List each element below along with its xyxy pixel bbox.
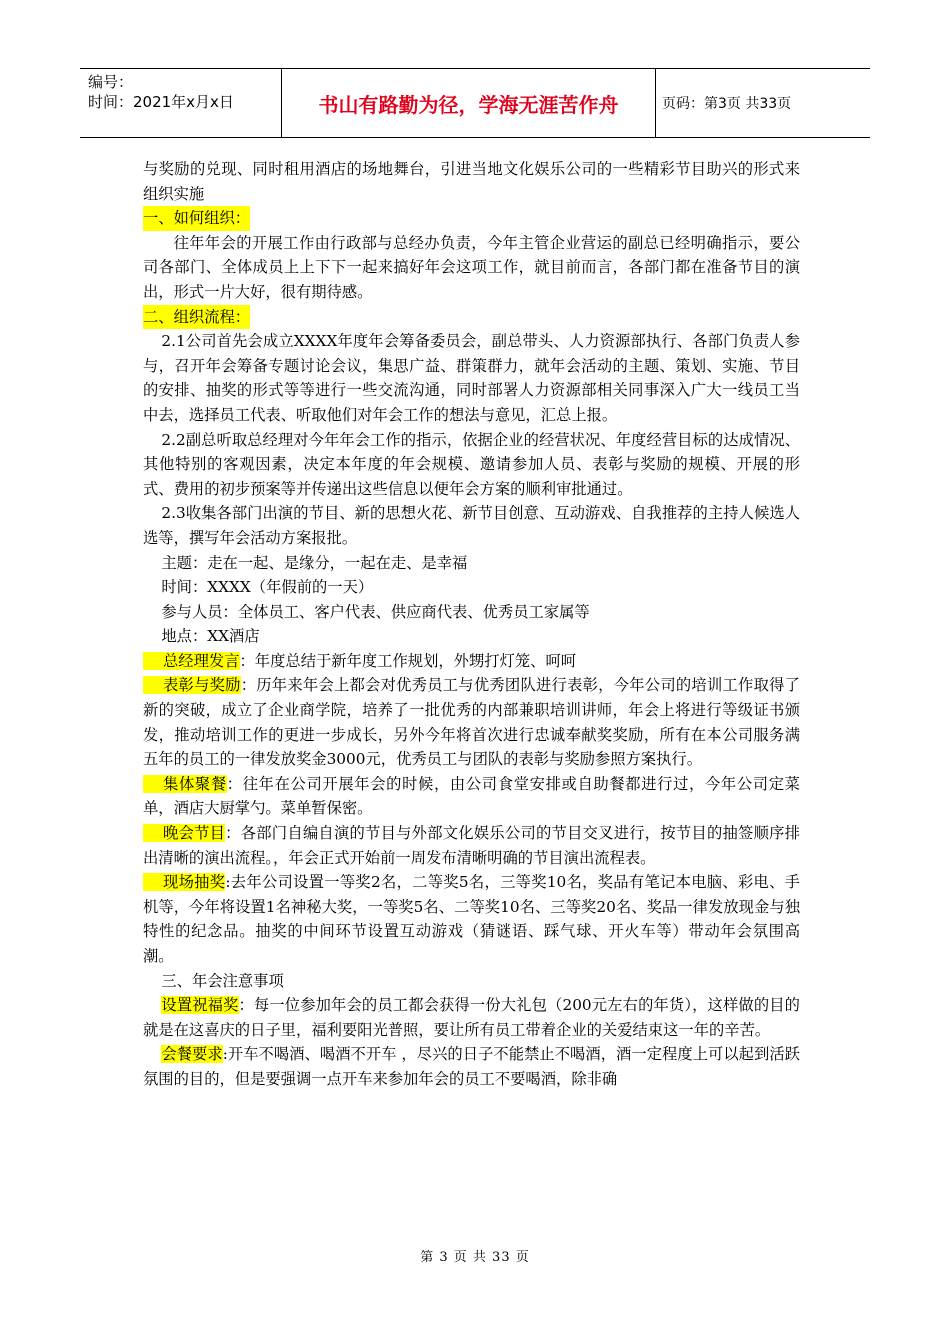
item-speech: 总经理发言：年度总结于新年度工作规划，外甥打灯笼、呵呵	[143, 649, 800, 674]
item-lottery: 现场抽奖:去年公司设置一等奖2名，二等奖5名，三等奖10名，奖品有笔记本电脑、彩电、手机等，今年将设置1名神秘大奖，一等奖5名、二等奖10名、三等奖20名、奖品一律发放现金与独特性的纪念品。抽奖的中间环节设置互动游戏（猜谜语、踩气球、开火车等）带动年会氛围高潮。	[143, 873, 800, 965]
header-motto: 书山有路勤为径，学海无涯苦作舟	[282, 69, 656, 137]
event-location: 地点：XX酒店	[161, 627, 260, 646]
event-time: 时间：XXXX（年假前的一天）	[161, 578, 374, 597]
paragraph-intro: 与奖励的兑现、同时租用酒店的场地舞台，引进当地文化娱乐公司的一些精彩节目助兴的形式来组织实施	[143, 160, 800, 203]
item-award: 表彰与奖励：历年来年会上都会对优秀员工与优秀团队进行表彰，今年公司的培训工作取得了新的突破，成立了企业商学院，培养了一批优秀的内部兼职培训讲师，年会上将进行等级证书颁发，推动培训工作的更进一步成长，另外今年将首次进行忠诚奉献奖奖励，所有在本公司服务满五年的员工的一律发放奖金3000元，优秀员工与团队的表彰与奖励参照方案执行。	[143, 676, 800, 769]
header-page-number: 页码：第3页 共33页	[662, 96, 792, 112]
label-dinner: 集体聚餐	[143, 775, 227, 793]
document-body	[143, 157, 800, 1092]
label-blessing: 设置祝福奖	[161, 996, 239, 1015]
label-show: 晚会节目	[143, 824, 225, 842]
section-heading-3: 三、年会注意事项	[161, 971, 284, 990]
event-theme: 主题：走在一起、是缘分，一起在走、是幸福	[161, 553, 468, 572]
section-heading-1: 一、如何组织：	[143, 206, 250, 231]
section-heading-2: 二、组织流程：	[143, 305, 250, 330]
paragraph-2-1: 2.1公司首先会成立XXXX年度年会筹备委员会，副总带头、人力资源部执行、各部门负责人参与，召开年会筹备专题讨论会议，集思广益、群策群力，就年会活动的主题、策划、实施、节目的安排、抽奖的形式等等进行一些交流沟通，同时部署人力资源部相关同事深入广大一线员工当中去，选择员工代表、听取他们对年会工作的想法与意见，汇总上报。	[143, 332, 800, 424]
paragraph-2-2: 2.2副总听取总经理对今年年会工作的指示，依据企业的经营状况、年度经营目标的达成情况、其他特别的客观因素，决定本年度的年会规模、邀请参加人员、表彰与奖励的规模、开展的形式、费用的初步预案等并传递出这些信息以便年会方案的顺利审批通过。	[143, 430, 800, 498]
header-date: 时间：2021年x月x日	[88, 93, 234, 111]
label-award: 表彰与奖励	[143, 676, 241, 694]
label-lottery: 现场抽奖	[143, 873, 225, 891]
item-dinner: 集体聚餐：往年在公司开展年会的时候，由公司食堂安排或自助餐都进行过，今年公司定菜单，酒店大厨掌勺。菜单暂保密。	[143, 774, 800, 818]
page-header	[80, 68, 870, 138]
event-participants: 参与人员：全体员工、客户代表、供应商代表、优秀员工家属等	[161, 602, 590, 621]
paragraph-2-3: 2.3收集各部门出演的节目、新的思想火花、新节目创意、互动游戏、自我推荐的主持人候选人选等，撰写年会活动方案报批。	[143, 504, 800, 547]
label-meal: 会餐要求	[161, 1045, 223, 1064]
label-speech: 总经理发言	[143, 652, 240, 670]
paragraph-organization: 往年年会的开展工作由行政部与总经办负责，今年主管企业营运的副总已经明确指示，要公司各部门、全体成员上上下下一起来搞好年会这项工作，就目前而言，各部门都在准备节目的演出，形式一片大好，很有期待感。	[143, 233, 800, 301]
item-blessing: 设置祝福奖：每一位参加年会的员工都会获得一份大礼包（200元左右的年货），这样做的目的就是在这喜庆的日子里，福利要阳光普照，要让所有员工带着企业的关爱结束这一年的辛苦。	[143, 996, 800, 1039]
item-meal: 会餐要求:开车不喝酒、喝酒不开车 ，尽兴的日子不能禁止不喝酒，酒一定程度上可以起到活跃氛围的目的，但是要强调一点开车来参加年会的员工不要喝酒，除非确	[143, 1045, 800, 1088]
header-number: 编号：	[88, 73, 134, 91]
header-meta	[80, 69, 282, 137]
page-footer: 第 3 页 共 33 页	[420, 1250, 530, 1265]
item-show: 晚会节目：各部门自编自演的节目与外部文化娱乐公司的节目交叉进行，按节目的抽签顺序排出清晰的演出流程。，年会正式开始前一周发布清晰明确的节目演出流程表。	[143, 824, 800, 867]
